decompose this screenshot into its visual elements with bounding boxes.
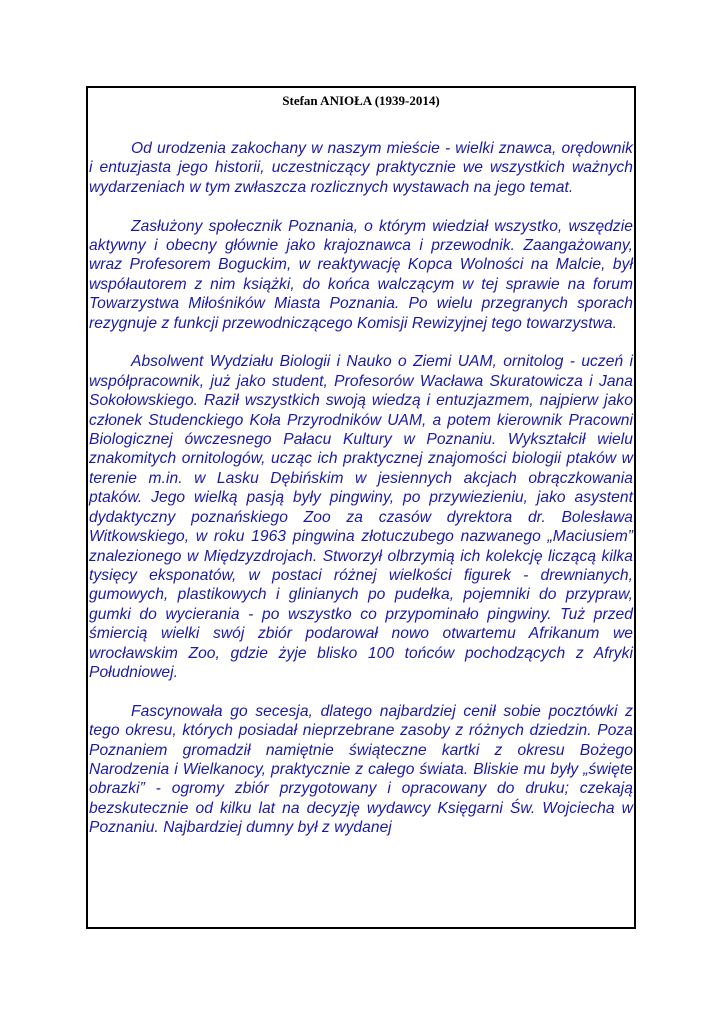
paragraph-3: Absolwent Wydziału Biologii i Nauko o Ziemi UAM, ornitolog - uczeń i współpracownik, już jako student, Profesorów Wacława Skuratowicza i Jana Sokołowskiego. Raził wszystkich swoją wiedzą i entuzjazmem, najpierw jako członek Studenckiego Koła Przyrodników UAM, a potem kierownik Pracowni Biologicznej ówczesnego Pałacu Kultury w Poznaniu. Wykształcił wielu znakomitych ornitologów, ucząc ich praktycznej znajomości biologii ptaków w terenie m.in. w Lasku Dębińskim w jesiennych akcjach obrączkowania ptaków. Jego wielką pasją były pingwiny, po przywiezieniu, jako asystent dydaktyczny poznańskiego Zoo za czasów dyrektora dr. Bolesława Witkowskiego, w roku 1963 pingwina złotuczubego nazwanego „Maciusiem” znalezionego w Międzyzdrojach. Stworzył olbrzymią ich kolekcję liczącą kilka tysięcy eksponatów, w postaci różnej wielkości figurek - drewnianych, gumowych, plastikowych i glinianych po pudełka, pojemniki do przypraw, gumki do wycierania - po wszystko co przypominało pingwiny. Tuż przed śmiercią wielki swój zbiór podarował nowo otwartemu Afrikanum we wrocławskim Zoo, gdzie żyje blisko 100 tońców pochodzących z Afryki Południowej. (89, 353, 633, 681)
text-frame (86, 86, 636, 929)
paragraph-2: Zasłużony społecznik Poznania, o którym wiedział wszystko, wszędzie aktywny i obecny głównie jako krajoznawca i przewodnik. Zaangażowany, wraz Profesorem Boguckim, w reaktywację Kopca Wolności na Malcie, był współautorem z nim książki, do końca walczącym w tej sprawie na forum Towarzystwa Miłośników Miasta Poznania. Po wielu przegranych sporach rezygnuje z funkcji przewodniczącego Komisji Rewizyjnej tego towarzystwa. (89, 217, 633, 332)
paragraph-1: Od urodzenia zakochany w naszym mieście - wielki znawca, orędownik i entuzjasta jego historii, uczestniczący praktycznie we wszystkich ważnych wydarzeniach w tym zwłaszcza rozlicznych wystawach na jego temat. (89, 140, 633, 196)
document-title: Stefan ANIOŁA (1939-2014) (282, 93, 440, 108)
document-body (88, 139, 634, 838)
paragraph-4: Fascynowała go secesja, dlatego najbardziej cenił sobie pocztówki z tego okresu, których posiadał nieprzebrane zasoby z różnych dziedzin. Poza Poznaniem gromadził namiętnie świąteczne kartki z okresu Bożego Narodzenia i Wielkanocy, praktycznie z całego świata. Bliskie mu były „święte obrazki” - ogromy zbiór przygotowany i opracowany do druku; czekają bezskutecznie od kilku lat na decyzję wydawcy Księgarni Św. Wojciecha w Poznaniu. Najbardziej dumny był z wydanej (89, 702, 633, 837)
